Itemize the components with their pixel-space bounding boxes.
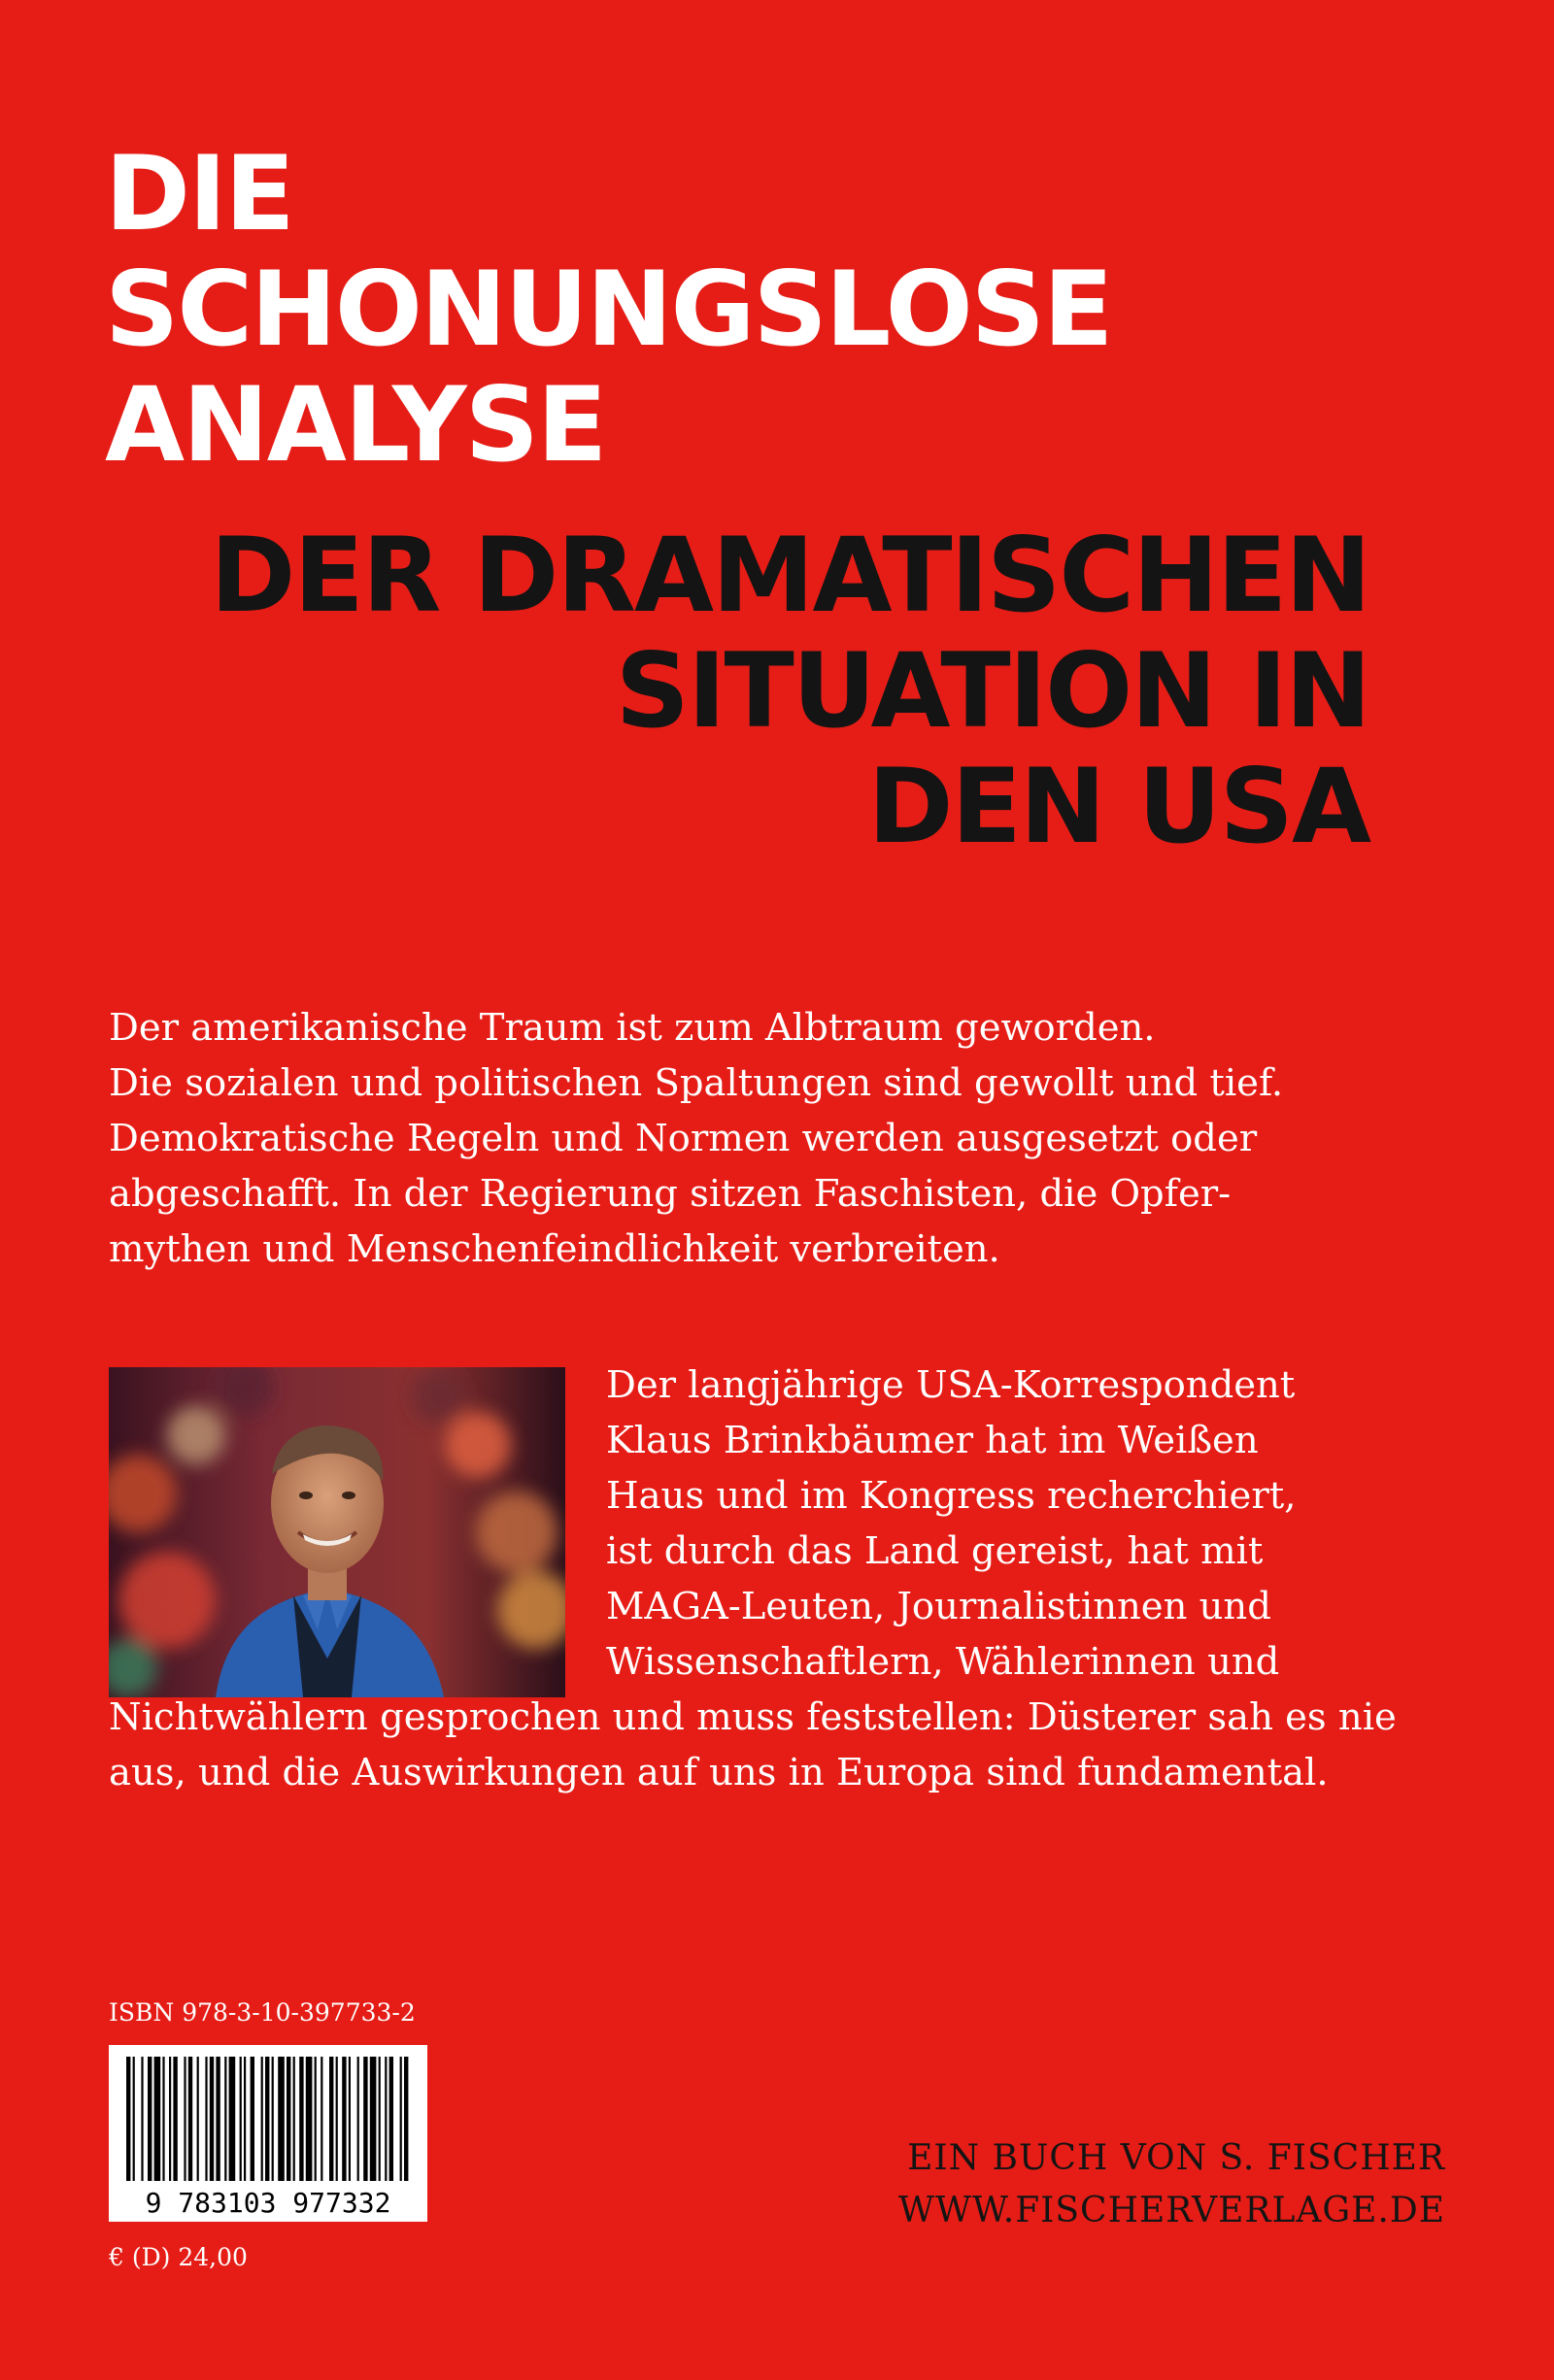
barcode-bar [379, 2057, 381, 2181]
barcode-bar [363, 2057, 367, 2181]
barcode-bar [261, 2057, 263, 2181]
barcode-bar [148, 2057, 152, 2181]
publisher-imprint [898, 2132, 1445, 2237]
blurb-line: Demokratische Regeln und Normen werden ausgesetzt oder [109, 1117, 1258, 1160]
publisher-line: WWW.FISCHERVERLAGE.DE [898, 2191, 1445, 2230]
blurb-line: Der amerikanische Traum ist zum Albtraum geworden. [109, 1006, 1156, 1050]
headline-white-line: DIE [105, 134, 293, 253]
headline-white [105, 136, 1111, 483]
barcode-bar [188, 2057, 192, 2181]
headline-black-line: SITUATION IN [615, 631, 1369, 751]
barcode-bar [244, 2057, 246, 2181]
barcode-bar [293, 2057, 295, 2181]
barcode-bar [278, 2057, 285, 2181]
barcode-bar [133, 2057, 135, 2181]
barcode-bar [169, 2057, 171, 2181]
headline-black [210, 518, 1369, 864]
blurb-line: Wissenschaftlern, Wählerinnen und [606, 1640, 1280, 1684]
headline-white-line: ANALYSE [105, 365, 606, 485]
blurb-line: Haus und im Kongress recherchiert, [606, 1474, 1297, 1518]
blurb-line: Die sozialen und politischen Spaltungen sind gewollt und tief. [109, 1061, 1284, 1105]
publisher-line: EIN BUCH VON S. FISCHER [907, 2138, 1445, 2178]
barcode-bar [265, 2057, 269, 2181]
barcode-bar [400, 2057, 402, 2181]
barcode-bar [404, 2057, 408, 2181]
barcode-bar [389, 2057, 393, 2181]
barcode-bar [342, 2057, 346, 2181]
blurb-line: ist durch das Land gereist, hat mit [606, 1529, 1264, 1573]
blurb-paragraph-1 [109, 1000, 1469, 1277]
barcode-digits: 9 783103 977332 [145, 2187, 391, 2219]
barcode-bar [162, 2057, 164, 2181]
barcode-bar [210, 2057, 214, 2181]
barcode-bar [349, 2057, 351, 2181]
barcode-bar [141, 2057, 143, 2181]
barcode-bar [229, 2057, 236, 2181]
barcode-bar [126, 2057, 130, 2181]
barcode [109, 2045, 427, 2222]
blurb-line: Klaus Brinkbäumer hat im Weißen [606, 1419, 1259, 1462]
barcode-bar [336, 2057, 338, 2181]
headline-black-line: DER DRAMATISCHEN [210, 516, 1369, 635]
barcode-bar [216, 2057, 220, 2181]
barcode-bar [197, 2057, 199, 2181]
blurb-line: mythen und Menschenfeindlichkeit verbreiten. [109, 1227, 1000, 1271]
blurb-line: Der langjährige USA-Korrespondent [606, 1363, 1296, 1407]
isbn-label: ISBN 978-3-10-397733-2 [109, 1998, 416, 2027]
barcode-bar [154, 2057, 161, 2181]
barcode-bar [306, 2057, 313, 2181]
headline-white-line: SCHONUNGSLOSE [105, 250, 1112, 369]
blurb-line: Nichtwählern gesprochen und muss feststellen: Düsterer sah es nie [109, 1695, 1397, 1739]
blurb-line: MAGA-Leuten, Journalistinnen und [606, 1585, 1271, 1628]
barcode-bar [315, 2057, 317, 2181]
price-label: € (D) 24,00 [109, 2243, 248, 2271]
headline-black-line: DEN USA [867, 747, 1369, 866]
barcode-bar [321, 2057, 322, 2181]
barcode-bar [251, 2057, 254, 2181]
barcode-bar [173, 2057, 177, 2181]
barcode-bar [357, 2057, 359, 2181]
barcode-bar [329, 2057, 333, 2181]
barcode-bar [385, 2057, 387, 2181]
barcode-bar [370, 2057, 377, 2181]
barcode-bar [205, 2057, 207, 2181]
barcode-bar [184, 2057, 186, 2181]
blurb-paragraph-2 [109, 1358, 1469, 1800]
barcode-bar [240, 2057, 242, 2181]
barcode-bar [299, 2057, 303, 2181]
barcode-bar [272, 2057, 274, 2181]
blurb-line: abgeschafft. In der Regierung sitzen Faschisten, die Opfer- [109, 1172, 1232, 1216]
barcode-bar [287, 2057, 290, 2181]
blurb-line: aus, und die Auswirkungen auf uns in Europa sind fundamental. [109, 1751, 1329, 1794]
barcode-bar [224, 2057, 226, 2181]
